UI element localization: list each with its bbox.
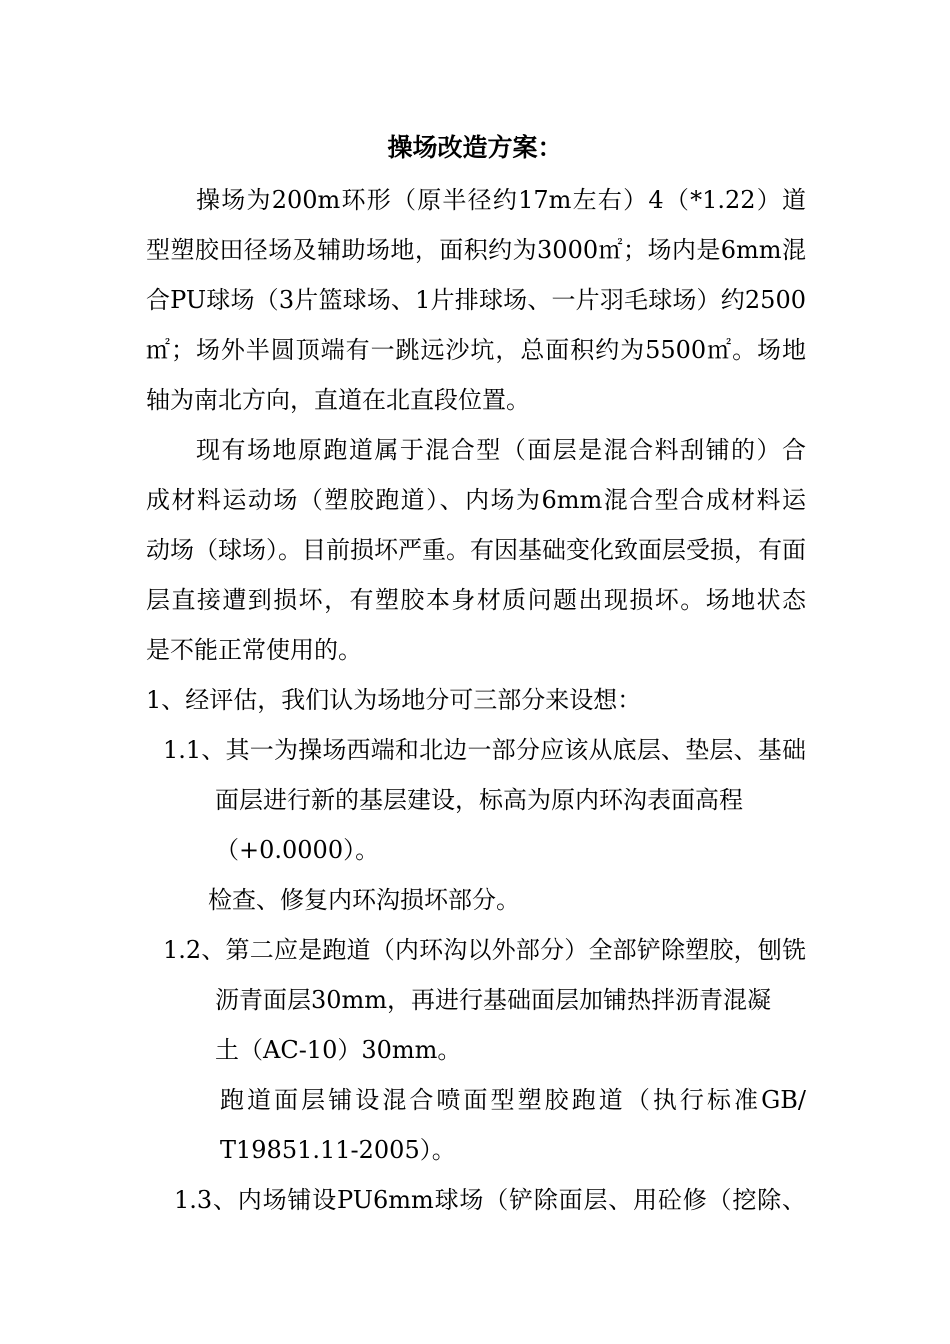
paragraph-2-line-3: 动场（球场）。目前损坏严重。有因基础变化致面层受损，有面 — [146, 536, 806, 564]
item-1-1-note: 检查、修复内环沟损坏部分。 — [208, 886, 520, 914]
item-1-1-line-1: 1.1、其一为操场西端和北边一部分应该从底层、垫层、基础 — [163, 736, 806, 764]
item-1-2-line-1: 1.2、第二应是跑道（内环沟以外部分）全部铲除塑胶，刨铣 — [163, 936, 806, 964]
paragraph-2-line-1: 现有场地原跑道属于混合型（面层是混合料刮铺的）合 — [196, 436, 806, 464]
paragraph-1-line-3: 合PU球场（3片篮球场、1片排球场、一片羽毛球场）约2500 — [146, 286, 806, 314]
item-1-2-line-3: 土（AC-10）30mm。 — [215, 1036, 462, 1064]
item-1-1-line-2: 面层进行新的基层建设，标高为原内环沟表面高程 — [215, 786, 743, 814]
item-1-2-line-5: T19851.11-2005）。 — [220, 1136, 456, 1164]
item-1-3-line-1: 1.3、内场铺设PU6mm球场（铲除面层、用砼修（挖除、 — [174, 1186, 806, 1214]
paragraph-1-line-2: 型塑胶田径场及辅助场地，面积约为3000㎡；场内是6mm混 — [146, 236, 806, 264]
paragraph-2-line-5: 是不能正常使用的。 — [146, 636, 362, 664]
paragraph-2-line-4: 层直接遭到损坏，有塑胶本身材质问题出现损坏。场地状态 — [146, 586, 806, 614]
item-1-1-line-3: （+0.0000）。 — [215, 836, 380, 864]
item-1-2-line-4: 跑道面层铺设混合喷面型塑胶跑道（执行标准GB/ — [220, 1086, 806, 1114]
section-1-heading: 1、经评估，我们认为场地分可三部分来设想： — [146, 686, 642, 714]
document-title: 操场改造方案： — [387, 133, 563, 162]
paragraph-1-line-4: ㎡；场外半圆顶端有一跳远沙坑，总面积约为5500㎡。场地 — [146, 336, 806, 364]
paragraph-1-line-1: 操场为200m环形（原半径约17m左右）4（*1.22）道 — [196, 186, 806, 214]
paragraph-1-line-5: 轴为南北方向，直道在北直段位置。 — [146, 386, 530, 414]
paragraph-2-line-2: 成材料运动场（塑胶跑道）、内场为6mm混合型合成材料运 — [146, 486, 806, 514]
item-1-2-line-2: 沥青面层30mm，再进行基础面层加铺热拌沥青混凝 — [215, 986, 772, 1014]
